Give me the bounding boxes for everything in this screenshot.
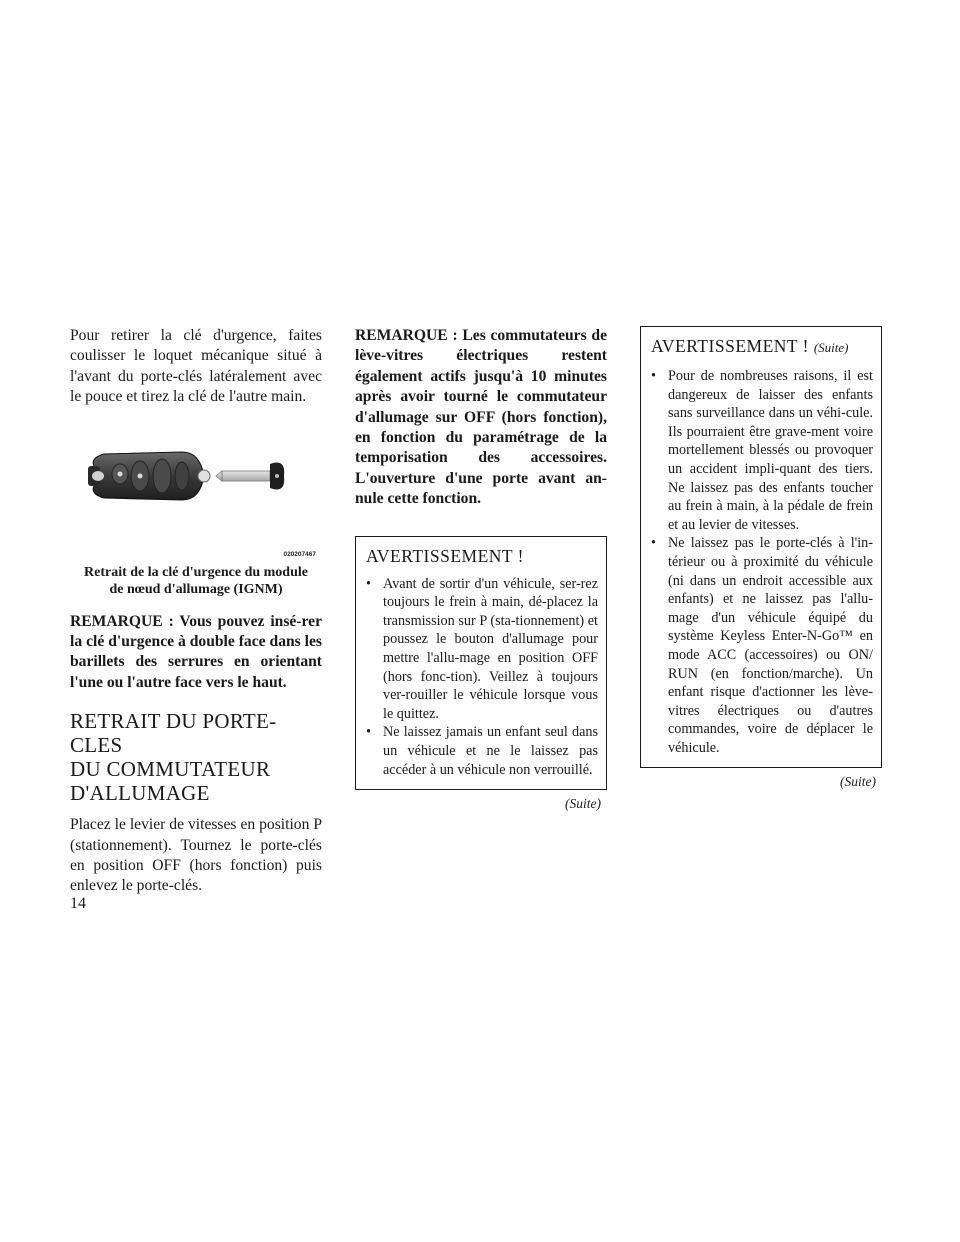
- bullet-icon: •: [651, 368, 656, 384]
- heading-line: D'ALLUMAGE: [70, 781, 210, 806]
- warning-item: [651, 367, 873, 534]
- caption-line: Retrait de la clé d'urgence du module: [84, 564, 308, 580]
- bullet-icon: •: [366, 724, 371, 741]
- warning-text: Pour de nombreuses raisons, il est dangereux de laisser des enfants sans surveillance dans un véhi-cule. Ils pourraient être grave-ment voire mortellement blessés ou provoquer un accident impli-quant des tiers. Ne laissez pas des enfants toucher au frein à main, à la pédale de frein et au levier de vitesses.: [668, 368, 873, 533]
- heading-line: DU COMMUTATEUR: [70, 757, 271, 782]
- warning-text: Ne laissez pas le porte-clés à l'in-térieur ou à proximité du véhicule (ni dans un endroit accessible aux enfants) et ne laissez pas l'allu-mage d'un véhicule équipé du système Keyless Enter-N-Go™ en mode ACC (accessoires) ou ON/ RUN (en fonction/marche). Un enfant risque d'actionner les lève-vitres électriques ou d'autres commandes, voire de déplacer le véhicule.: [668, 535, 873, 756]
- note-paragraph: REMARQUE : Les commutateurs de lève-vitres électriques restent également actifs jusqu'à 10 minutes après avoir tourné le commutateur d'allumage sur OFF (hors fonction), en fonction du paramétrage de la temporisation des accessoires. L'ouverture d'une porte avant an-nule cette fonction.: [355, 327, 607, 508]
- warning-box: [640, 326, 882, 768]
- warning-item: [366, 723, 598, 779]
- continued-label: (Suite): [840, 774, 876, 790]
- key-fob-illustration: [70, 436, 322, 546]
- warning-box: [355, 536, 607, 791]
- figure-caption: [70, 564, 322, 598]
- warning-title: [651, 335, 873, 359]
- bullet-icon: •: [366, 575, 371, 592]
- bullet-icon: •: [651, 535, 656, 552]
- continued-label: (Suite): [565, 796, 601, 812]
- body-paragraph: Placez le levier de vitesses en position P (stationnement). Tournez le porte-clés en position OFF (hors fonction) puis enlevez le porte-clés.: [70, 816, 322, 895]
- warning-title: AVERTISSEMENT !: [366, 545, 524, 566]
- caption-line: de nœud d'allumage (IGNM): [109, 581, 283, 597]
- warning-title-text: AVERTISSEMENT !: [651, 336, 809, 356]
- warning-item: [366, 575, 598, 724]
- intro-paragraph: Pour retirer la clé d'urgence, faites coulisser le loquet mécanique situé à l'avant du porte-clés latéralement avec le pouce et tirez la clé de l'autre main.: [70, 327, 322, 406]
- warning-list: [366, 575, 598, 780]
- page-number: 14: [70, 895, 86, 912]
- column-middle: [355, 326, 607, 812]
- key-fob-figure: [70, 436, 322, 558]
- warning-text: Avant de sortir d'un véhicule, ser-rez toujours le frein à main, dé-placez la transmission sur P (sta-tionnement) et poussez le bouton d'allumage pour mettre l'allu-mage en position OFF (hors fonc-tion). Veillez à toujours ver-rouiller le véhicule lorsque vous le quittez.: [383, 575, 598, 722]
- column-left: [70, 326, 322, 897]
- warning-text: Ne laissez jamais un enfant seul dans un véhicule et ne le laissez pas accéder à un véhicule non verrouillé.: [383, 724, 598, 778]
- section-heading: [70, 709, 322, 805]
- warning-list: [651, 367, 873, 757]
- note-paragraph: REMARQUE : Vous pouvez insé-rer la clé d'urgence à double face dans les barillets des serrures en orientant l'une ou l'autre face vers le haut.: [70, 612, 322, 691]
- warning-continued: (Suite): [813, 340, 849, 355]
- figure-code: 020207467: [283, 550, 316, 558]
- heading-line: RETRAIT DU PORTE-CLES: [70, 709, 277, 758]
- column-right: [640, 326, 882, 790]
- warning-item: [651, 534, 873, 757]
